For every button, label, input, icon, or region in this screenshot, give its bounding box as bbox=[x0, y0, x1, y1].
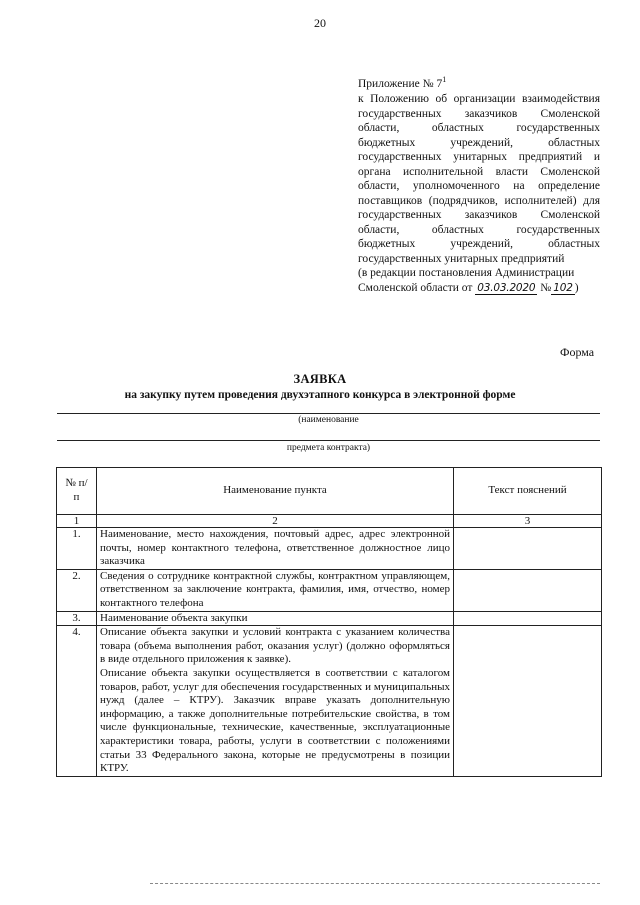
appendix-title-text: Приложение № 7 bbox=[358, 77, 443, 90]
table-header-row bbox=[57, 468, 602, 515]
row-note bbox=[454, 528, 602, 570]
column-number-row bbox=[57, 515, 602, 528]
row-text-paragraph: Описание объекта закупки осуществляется в соответствии с каталогом товаров, работ, услуг для обеспечения государственных и муниципальных нужд (далее – КТРУ). Заказчик вправе указать дополнительную информацию, а также дополнительные потребительские свойства, в том числе функциональные, технические, качественные, эксплуатационные характеристики товара, работы, услуги в соответствии с положениями статьи 33 Федерального закона, которые не предусмотрены в позиции КТРУ. bbox=[100, 666, 450, 775]
footer-rule bbox=[150, 883, 600, 884]
header-number: № п/п bbox=[57, 468, 97, 515]
appendix-block bbox=[358, 73, 600, 295]
row-text bbox=[97, 626, 454, 777]
table-row bbox=[57, 569, 602, 611]
fill-line-1 bbox=[57, 413, 600, 414]
column-number: 2 bbox=[97, 515, 454, 528]
table-row bbox=[57, 626, 602, 777]
row-number: 2. bbox=[57, 569, 97, 611]
edition-number-handwritten: 102 bbox=[553, 281, 573, 294]
row-text: Наименование, место нахождения, почтовый адрес, адрес электронной почты, номер контактного телефона, ответственное должностное лицо заказчика bbox=[97, 528, 454, 570]
document-subheading: на закупку путем проведения двухэтапного конкурса в электронной форме bbox=[124, 389, 516, 401]
request-table bbox=[56, 467, 602, 777]
appendix-edition bbox=[358, 266, 600, 295]
row-text: Наименование объекта закупки bbox=[97, 611, 454, 626]
row-note bbox=[454, 569, 602, 611]
form-label: Форма bbox=[560, 345, 595, 359]
column-number: 1 bbox=[57, 515, 97, 528]
row-note bbox=[454, 626, 602, 777]
row-number: 1. bbox=[57, 528, 97, 570]
edition-suffix: ) bbox=[574, 281, 579, 294]
table-row bbox=[57, 611, 602, 626]
row-note bbox=[454, 611, 602, 626]
edition-date-handwritten: 03.03.2020 bbox=[477, 281, 536, 294]
header-explanation: Текст пояснений bbox=[454, 468, 602, 515]
table-row bbox=[57, 528, 602, 570]
page-number: 20 bbox=[314, 16, 326, 30]
row-text-paragraph: Описание объекта закупки и условий контракта с указанием количества товара (объема выполнения работ, оказания услуг) (должно оформляться в виде отдельного приложения к заявке). bbox=[100, 626, 450, 666]
appendix-title bbox=[358, 73, 600, 91]
header-item-name: Наименование пункта bbox=[97, 468, 454, 515]
appendix-body: к Положению об организации взаимодействия государственных заказчиков Смоленской области, областных государственных бюджетных учреждений, областных государственных унитарных предприятий и органа исполнительной власти Смоленской области, уполномоченного на определение поставщиков (подрядчиков, исполнителей) для государственных заказчиков Смоленской области, областных государственных бюджетных учреждений, областных государственных унитарных предприятий bbox=[358, 93, 600, 265]
fill-caption-2: предмета контракта) bbox=[286, 443, 371, 453]
edition-number-label: № bbox=[540, 281, 552, 294]
edition-prefix: (в редакции постановления Администрации Смоленской области от bbox=[358, 267, 575, 294]
row-number: 3. bbox=[57, 611, 97, 626]
row-text: Сведения о сотруднике контрактной службы, контрактном управляющем, ответственном за заключение контракта, фамилия, имя, отчество, номер контактного телефона bbox=[97, 569, 454, 611]
column-number: 3 bbox=[454, 515, 602, 528]
appendix-title-superscript: 1 bbox=[442, 75, 447, 84]
row-number: 4. bbox=[57, 626, 97, 777]
document-heading: ЗАЯВКА bbox=[293, 372, 347, 386]
fill-caption-1: (наименование bbox=[298, 415, 359, 425]
fill-line-2 bbox=[57, 440, 600, 441]
